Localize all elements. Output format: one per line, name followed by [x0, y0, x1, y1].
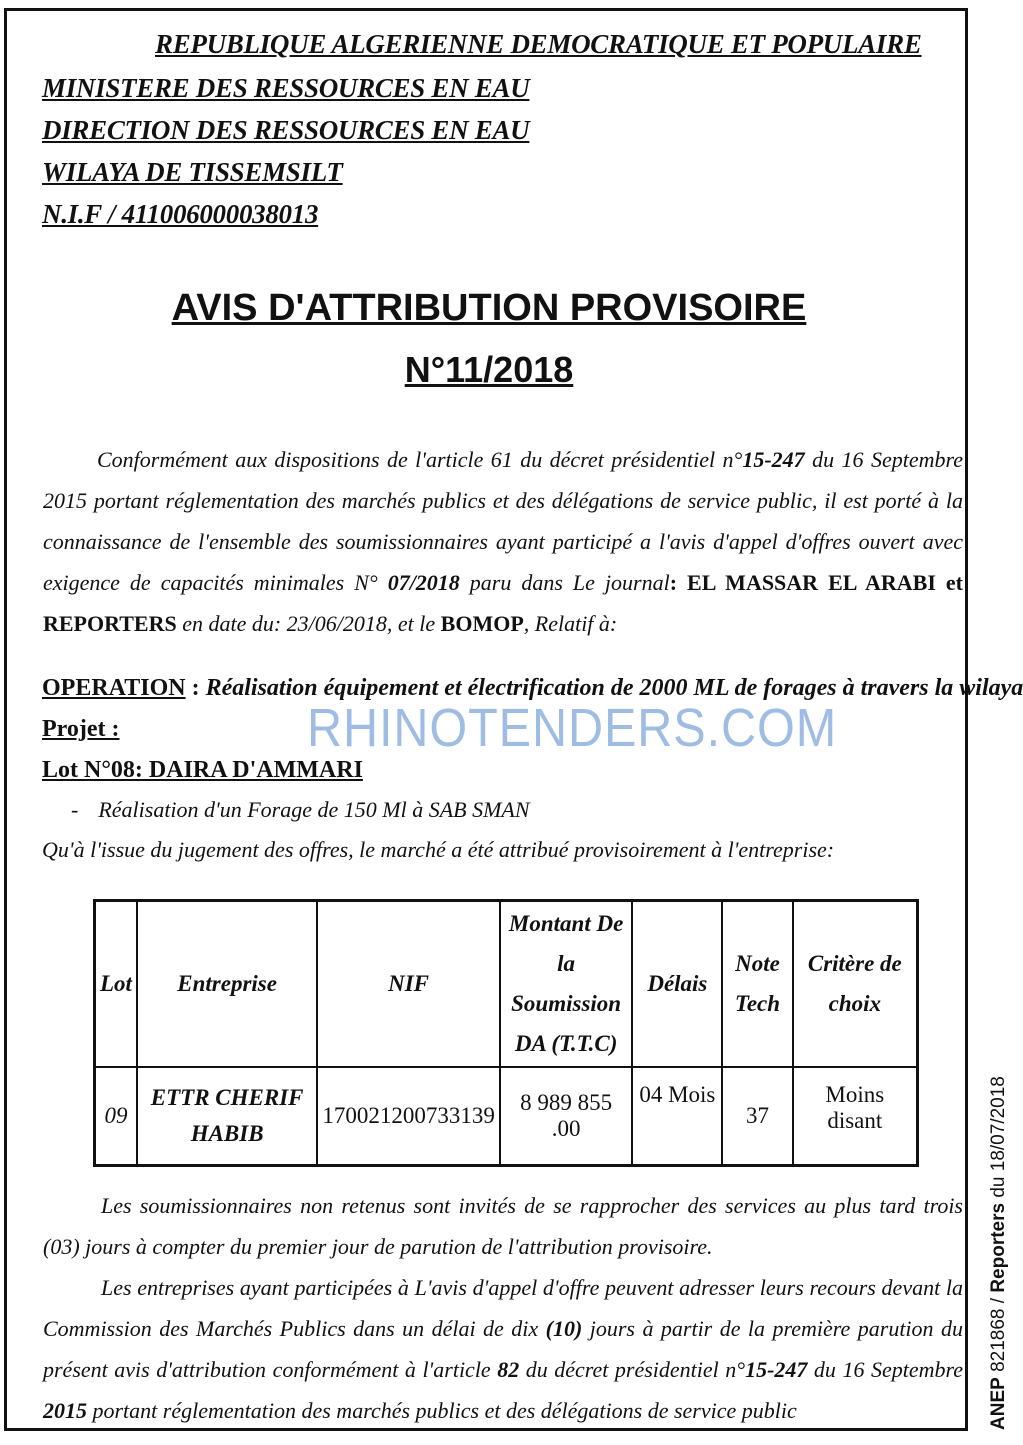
lot-label: Lot N°08: DAIRA D'AMMARI [42, 757, 363, 783]
col-header-lot: Lot [95, 901, 137, 1068]
avis-number [7, 349, 971, 391]
closing-decree: 15-247 [745, 1357, 808, 1382]
table-header-row [95, 901, 918, 1068]
intro-text-3: paru dans Le journal [459, 570, 670, 595]
intro-text-1: Conformément aux dispositions de l'article 61 du décret présidentiel n° [97, 447, 743, 472]
page-title [7, 287, 971, 330]
intro-decree: 15-247 [742, 447, 805, 472]
sidebar-paper: Reporters [988, 1202, 1009, 1293]
col-header-nif: NIF [317, 901, 500, 1068]
sidebar-date: du 18/07/2018 [988, 1076, 1009, 1203]
col-header-entreprise: Entreprise [137, 901, 317, 1068]
closing-paragraph-1: Les soumissionnaires non retenus sont invités de se rapprocher des services au plus tard trois (03) jours à compter du premier jour de parution de l'attribution provisoire. [43, 1193, 963, 1259]
closing-text-g: du 16 Septembre [807, 1357, 963, 1382]
col-header-note: Note Tech [722, 901, 792, 1068]
col-header-montant: Montant De la Soumission DA (T.T.C) [500, 901, 633, 1068]
closing-text-i: portant réglementation des marchés publics et des délégations de service public [87, 1398, 797, 1423]
bullet-item [71, 797, 530, 823]
col-header-delais: Délais [632, 901, 722, 1068]
intro-journals: : EL MASSAR EL ARABI et REPORTERS [43, 570, 963, 636]
award-sentence: Qu'à l'issue du jugement des offres, le marché a été attribué provisoirement à l'entreprise: [42, 837, 835, 862]
intro-text-4: en date du: 23/06/2018, et le [176, 611, 441, 636]
closing-article: 82 [497, 1357, 520, 1382]
projet-label: Projet : [42, 716, 120, 742]
intro-text-2: du 16 Septembre 2015 portant réglementation des marchés publics et des délégations de service public, il est porté à la connaissance de l'ensemble des soumissionnaires ayant participé a l'avis d'appel d'offres ouvert avec exigence de capacités minimales N° [43, 447, 963, 595]
closing-days: (10) [545, 1316, 583, 1341]
cell-note: 37 [722, 1067, 792, 1166]
header-ministry: MINISTERE DES RESSOURCES EN EAU [42, 73, 530, 103]
closing-year: 2015 [43, 1398, 87, 1423]
cell-montant: 8 989 855 .00 [500, 1067, 633, 1166]
operation-label: OPERATION [42, 675, 186, 701]
cell-lot: 09 [95, 1067, 137, 1166]
operation-separator: : [185, 675, 206, 701]
bullet-text: Réalisation d'un Forage de 150 Ml à SAB SMAN [98, 797, 530, 822]
closing-text-c: jours à partir de la première parution du présent avis d'attribution conformément à l'article [43, 1316, 964, 1382]
intro-text-5: , Relatif à: [523, 611, 618, 636]
title-number: N°11/2018 [404, 349, 574, 390]
header-republic: REPUBLIQUE ALGERIENNE DEMOCRATIQUE ET POPULAIRE [155, 29, 922, 59]
cell-nif: 170021200733139 [317, 1067, 500, 1166]
watermark: RHINOTENDERS.COM [307, 698, 838, 758]
bullet-dash: - [71, 797, 79, 822]
header-wilaya: WILAYA DE TISSEMSILT [42, 157, 343, 187]
cell-delais: 04 Mois [632, 1067, 722, 1166]
publication-sidebar [988, 1076, 1010, 1430]
col-header-critere: Critère de choix [793, 901, 918, 1068]
award-table [93, 899, 919, 1167]
intro-avis-number: 07/2018 [387, 570, 460, 595]
closing-text-e: du décret présidentiel n° [519, 1357, 746, 1382]
cell-entreprise: ETTR CHERIF HABIB [137, 1067, 317, 1166]
title-main: AVIS D'ATTRIBUTION PROVISOIRE [171, 287, 807, 329]
sidebar-anep: ANEP [988, 1377, 1009, 1430]
table-row [95, 1067, 918, 1166]
header-nif: N.I.F / 411006000038013 [42, 199, 319, 229]
sidebar-number: 821868 / [988, 1292, 1009, 1378]
operation-text: Réalisation équipement et électrification de 2000 ML de forages à travers la wilaya [205, 675, 1023, 701]
closing-paragraph-2 [43, 1267, 963, 1431]
intro-paragraph [43, 439, 963, 644]
closing-text-a: Les entreprises ayant participées à L'avis d'appel d'offre peuvent adresser leurs recours devant la Commission des Marchés Publics dans un délai de dix [43, 1275, 963, 1341]
header-direction: DIRECTION DES RESSOURCES EN EAU [42, 115, 530, 145]
intro-bomop: BOMOP [440, 611, 524, 636]
cell-critere: Moins disant [793, 1067, 918, 1166]
